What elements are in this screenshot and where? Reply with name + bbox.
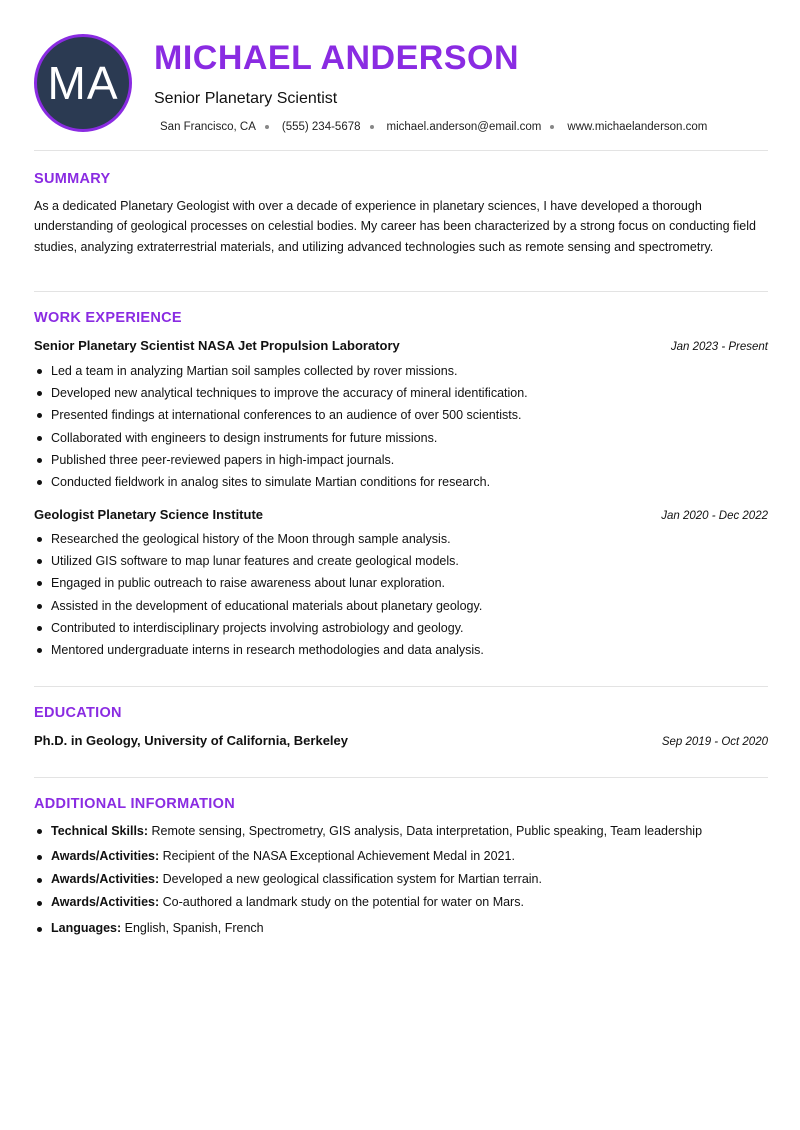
avatar [34,34,132,132]
bullet-icon [37,480,42,485]
additional-info-list [34,819,768,940]
list-item [34,917,768,940]
summary-text: As a dedicated Planetary Geologist with over a decade of experience in planetary sciences, I have developed a thorough understanding of geological processes on celestial bodies. My career has been characterized by a strong focus on conducting field studies, analyzing extraterrestrial materials, and utilizing advanced technologies such as remote sensing and spectrometry. [34,199,756,254]
bullet-text: Contributed to interdisciplinary projects involving astrobiology and geology. [51,620,464,635]
list-item [34,404,768,426]
list-item [34,528,768,550]
bullet-text: Assisted in the development of educational materials about planetary geology. [51,598,483,613]
info-text: English, Spanish, French [124,921,264,935]
contact-email: michael.anderson@email.com [386,121,542,133]
info-label: Awards/Activities: [51,895,160,909]
contact-line [160,120,707,134]
bullet-text: Developed new analytical techniques to improve the accuracy of mineral identification. [51,386,528,401]
bullet-icon [37,581,42,586]
bullet-icon [37,901,42,906]
job-title: Geologist Planetary Science Institute [34,507,264,522]
bullet-icon [37,604,42,609]
list-item [34,360,768,382]
bullet-icon [37,855,42,860]
bullet-text: Presented findings at international conferences to an audience of over 500 scientists. [51,408,522,423]
bullet-text: Researched the geological history of the Moon through sample analysis. [51,532,451,546]
bullet-text: Mentored undergraduate interns in research methodologies and data analysis. [51,643,484,658]
bullet-icon [37,927,42,932]
resume-header [34,34,768,138]
list-item [34,868,768,891]
candidate-role: Senior Planetary Scientist [154,90,338,107]
bullet-icon [37,458,42,463]
list-item [34,449,768,471]
bullet-icon [37,829,42,834]
job-dates: Jan 2023 - Present [670,341,768,353]
list-item [34,595,768,617]
info-text: Recipient of the NASA Exceptional Achievement Medal in 2021. [162,849,515,863]
list-item [34,639,768,661]
section-divider [34,150,768,151]
job-header [34,507,768,525]
education-row [34,733,768,751]
work-experience-title: WORK EXPERIENCE [34,310,182,326]
list-item [34,572,768,594]
info-text: Remote sensing, Spectrometry, GIS analysis, Data interpretation, Public speaking, Team leadership [151,824,703,838]
bullet-text: Conducted fieldwork in analog sites to simulate Martian conditions for research. [51,475,491,490]
job-title: Senior Planetary Scientist NASA Jet Propulsion Laboratory [34,338,400,353]
info-label: Languages: [51,921,122,935]
bullet-icon [37,391,42,396]
bullet-icon [37,648,42,653]
contact-separator [370,125,374,129]
bullet-icon [37,369,42,374]
list-item [34,617,768,639]
list-item [34,550,768,572]
job-bullet-list [34,360,768,493]
education-title: EDUCATION [34,705,122,721]
candidate-name: MICHAEL ANDERSON [154,39,520,77]
contact-phone: (555) 234-5678 [281,121,361,133]
bullet-text: Collaborated with engineers to design instruments for future missions. [51,430,438,445]
bullet-text: Utilized GIS software to map lunar features and create geological models. [51,554,459,569]
job-dates: Jan 2020 - Dec 2022 [661,510,768,522]
list-item [34,427,768,449]
bullet-icon [37,626,42,631]
contact-website: www.michaelanderson.com [567,121,708,133]
contact-separator [265,125,269,129]
section-divider [34,686,768,687]
info-text: Developed a new geological classification system for Martian terrain. [162,872,542,886]
list-item [34,845,768,868]
bullet-text: Published three peer-reviewed papers in high-impact journals. [51,452,395,467]
info-label: Awards/Activities: [51,872,160,886]
bullet-text: Engaged in public outreach to raise awareness about lunar exploration. [51,576,446,591]
avatar-initials: MA [47,57,119,109]
bullet-icon [37,413,42,418]
bullet-icon [37,436,42,441]
info-label: Awards/Activities: [51,849,160,863]
list-item [34,819,768,843]
job-bullet-list [34,528,768,661]
list-item [34,471,768,493]
list-item [34,891,768,914]
bullet-icon [37,559,42,564]
list-item [34,382,768,404]
summary-title: SUMMARY [34,171,111,187]
bullet-icon [37,537,42,542]
section-divider [34,777,768,778]
degree-title: Ph.D. in Geology, University of California, Berkeley [34,733,349,748]
section-divider [34,291,768,292]
contact-separator [550,125,554,129]
contact-location: San Francisco, CA [160,121,256,133]
bullet-icon [37,878,42,883]
info-text: Co-authored a landmark study on the potential for water on Mars. [162,895,524,909]
info-label: Technical Skills: [51,824,149,838]
additional-info-title: ADDITIONAL INFORMATION [34,796,235,812]
education-dates: Sep 2019 - Oct 2020 [661,736,768,748]
bullet-text: Led a team in analyzing Martian soil samples collected by rover missions. [51,364,458,378]
job-header [34,338,768,356]
